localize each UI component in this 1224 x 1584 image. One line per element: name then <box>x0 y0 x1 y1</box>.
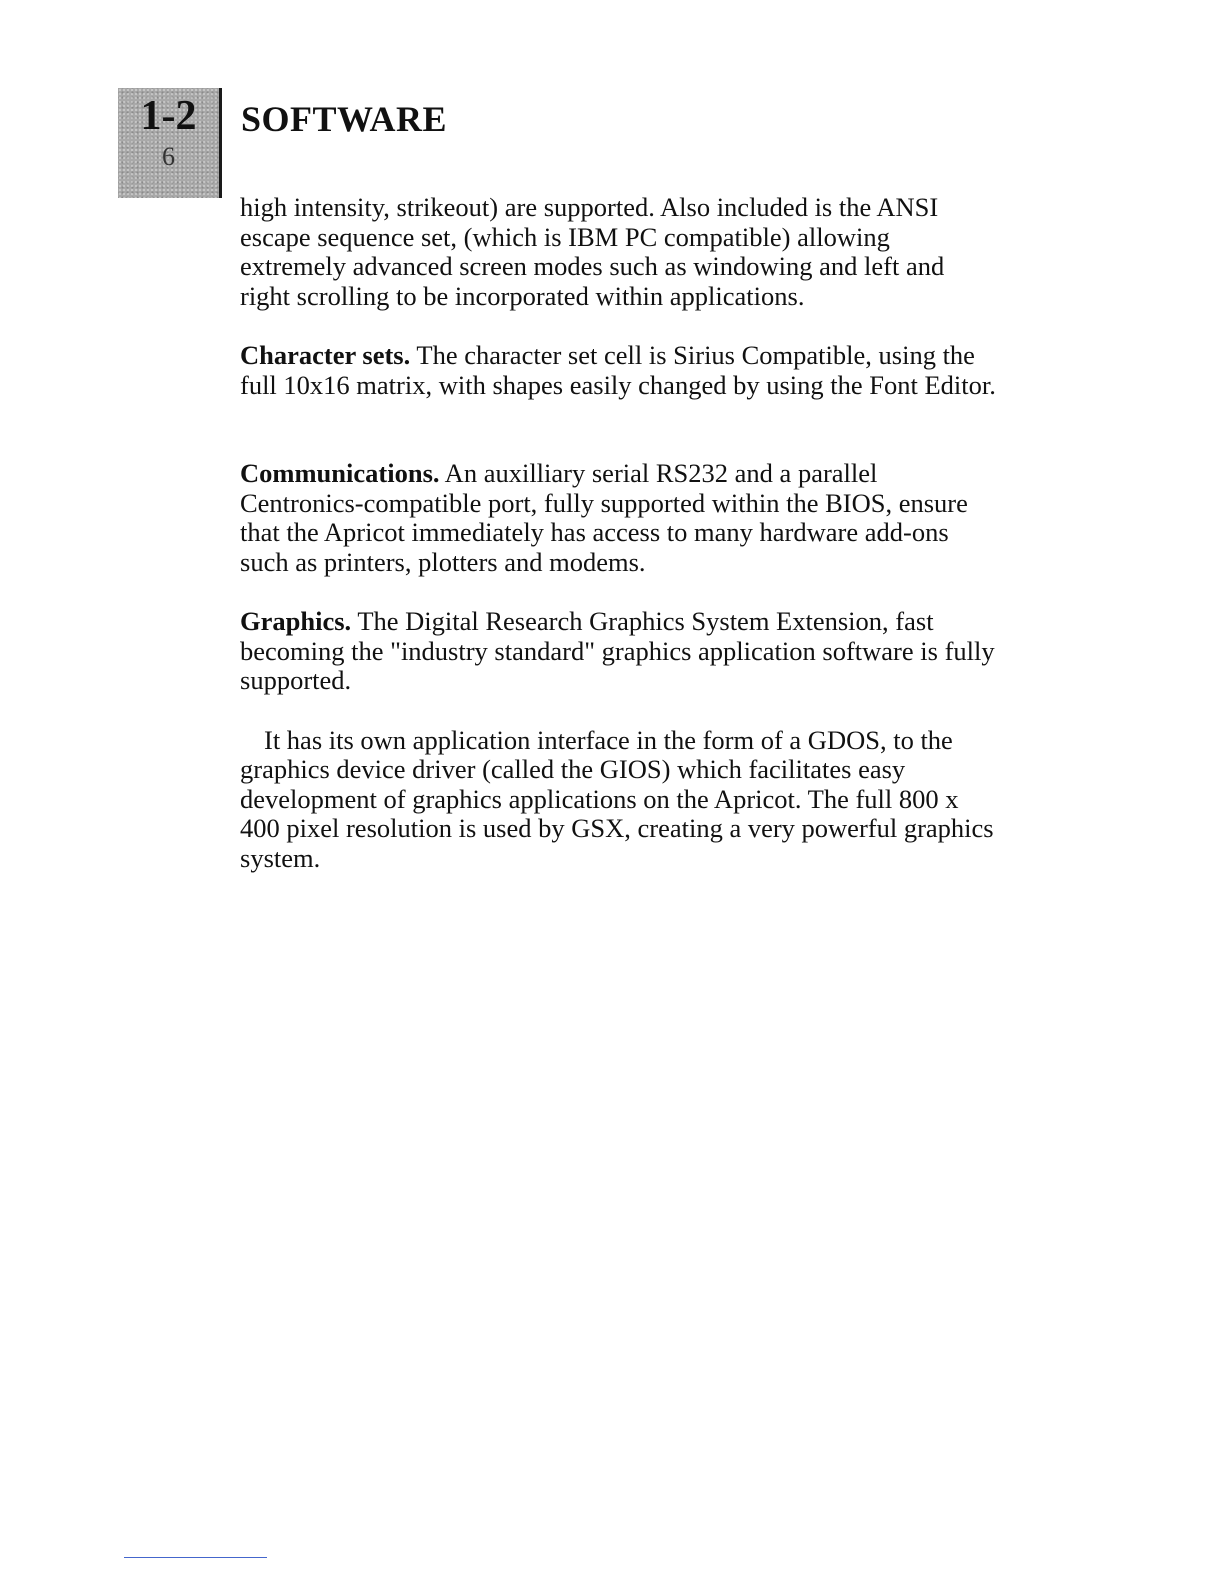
section-number: 1-2 <box>140 93 197 139</box>
paragraph-text: It has its own application interface in the form of a GDOS, to the graphics device driver (called the GIOS) which facilitates easy development of graphics applications on the Apricot. The full 800 x 400 pixel resolution is used by GSX, creating a very powerful graphics system. <box>240 724 994 873</box>
paragraph-display-attributes <box>240 193 1000 311</box>
section-tab <box>118 88 222 198</box>
paragraph-text: high intensity, strikeout) are supported. Also included is the ANSI escape sequence set, (which is IBM PC compatible) allowing extremely advanced screen modes such as windowing and left and right scrolling to be incorporated within applications. <box>240 192 945 311</box>
paragraph-graphics <box>240 607 1000 696</box>
paragraph-communications <box>240 459 1000 577</box>
page-title: SOFTWARE <box>241 99 448 139</box>
paragraph-heading: Character sets. <box>240 340 411 370</box>
paragraph-gdos <box>240 726 1000 874</box>
bottom-rule <box>124 1557 267 1558</box>
paragraph-text: An auxilliary serial RS232 and a parallel Centronics-compatible port, fully supported within the BIOS, ensure that the Apricot immediately has access to many hardware add-ons such as printers, plotters and modems. <box>240 458 968 577</box>
page-number: 6 <box>162 142 175 171</box>
paragraph-text: The Digital Research Graphics System Extension, fast becoming the "industry standard" graphics application software is fully supported. <box>240 606 995 695</box>
paragraph-heading: Graphics. <box>240 606 352 636</box>
paragraph-text: The character set cell is Sirius Compatible, using the full 10x16 matrix, with shapes easily changed by using the Font Editor. <box>240 340 996 400</box>
body-text <box>240 193 1000 903</box>
paragraph-heading: Communications. <box>240 458 440 488</box>
paragraph-character-sets <box>240 341 1000 400</box>
